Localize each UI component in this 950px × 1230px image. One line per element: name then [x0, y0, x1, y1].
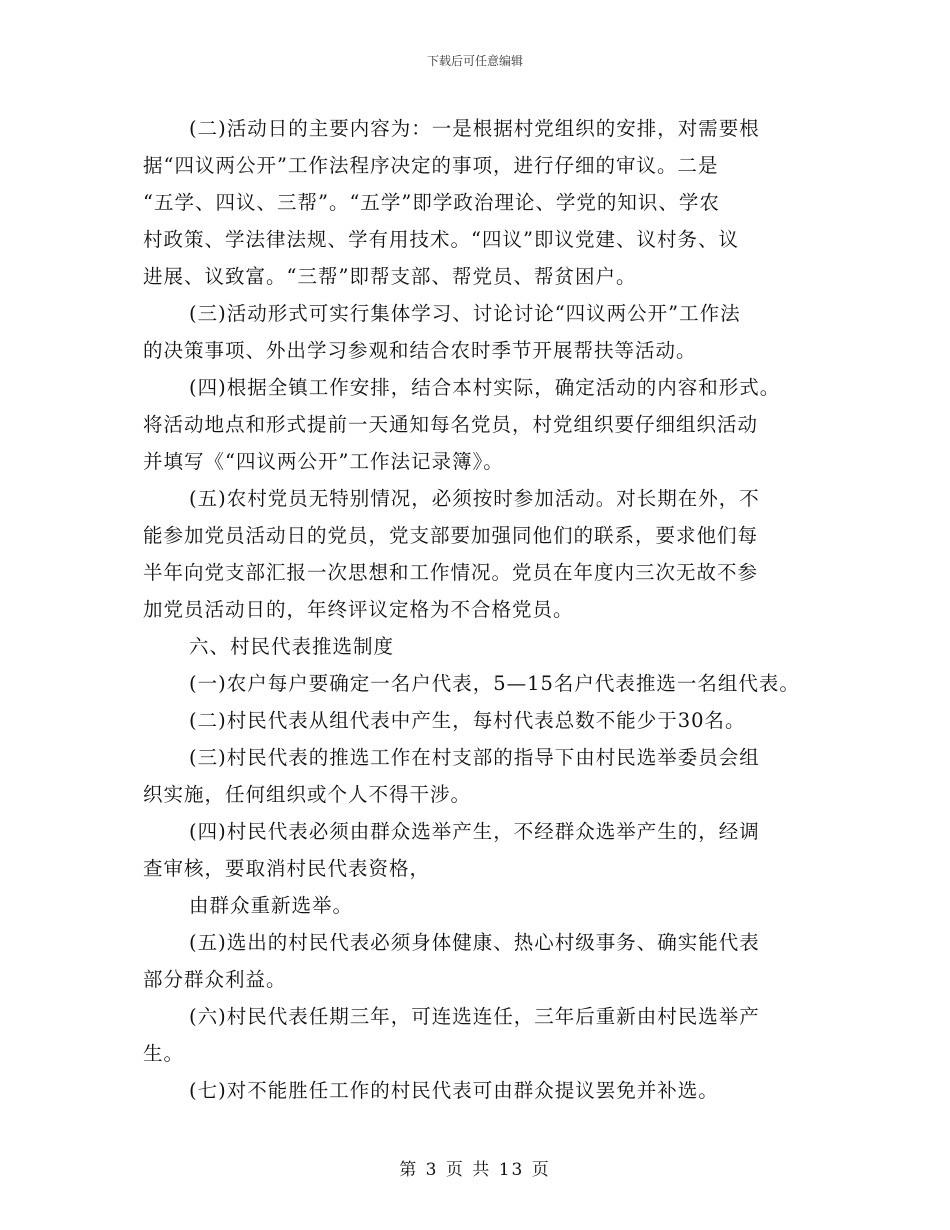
text-line: 并填写《“四议两公开”工作法记录簿》。	[143, 450, 504, 473]
text-line: 查审核，要取消村民代表资格，	[143, 857, 431, 880]
text-line: 村政策、学法律法规、学有用技术。“四议”即议党建、议村务、议	[143, 228, 739, 251]
text-line: 生。	[143, 1042, 185, 1065]
text-line: (二)村民代表从组代表中产生，每村代表总数不能少于30名。	[189, 709, 746, 732]
text-line: 由群众重新选举。	[189, 894, 354, 917]
text-line: (六)村民代表任期三年，可连选连任，三年后重新由村民选举产	[189, 1005, 760, 1028]
text-line: 部分群众利益。	[143, 968, 287, 991]
page-header: 下载后可任意编辑	[426, 54, 523, 68]
text-line: 将活动地点和形式提前一天通知每名党员，村党组织要仔细组织活动	[143, 413, 759, 436]
text-line: (二)活动日的主要内容为：一是根据村党组织的安排，对需要根	[189, 117, 760, 140]
text-line: 进展、议致富。“三帮”即帮支部、帮党员、帮贫困户。	[143, 265, 637, 288]
text-line: 能参加党员活动日的党员，党支部要加强同他们的联系，要求他们每	[143, 524, 759, 547]
text-line: (四)根据全镇工作安排，结合本村实际，确定活动的内容和形式。	[189, 376, 781, 399]
text-line: (七)对不能胜任工作的村民代表可由群众提议罢免并补选。	[189, 1079, 719, 1102]
text-line: 的决策事项、外出学习参观和结合农时季节开展帮扶等活动。	[143, 339, 697, 362]
text-line: (三)活动形式可实行集体学习、讨论讨论“四议两公开”工作法	[189, 302, 741, 325]
page-number-footer: 第 3 页 共 13 页	[399, 1160, 551, 1180]
text-line: (三)村民代表的推选工作在村支部的指导下由村民选举委员会组	[189, 746, 760, 769]
text-line: (四)村民代表必须由群众选举产生，不经群众选举产生的，经调	[189, 820, 760, 843]
text-line: (五)农村党员无特别情况，必须按时参加活动。对长期在外，不	[189, 487, 760, 510]
text-line: “五学、四议、三帮”。“五学”即学政治理论、学党的知识、学农	[143, 191, 720, 214]
section-heading: 六、村民代表推选制度	[189, 635, 395, 658]
text-line: 半年向党支部汇报一次思想和工作情况。党员在年度内三次无故不参	[143, 561, 759, 584]
text-line: 加党员活动日的，年终评议定格为不合格党员。	[143, 598, 574, 621]
text-line: (一)农户每户要确定一名户代表，5—15名户代表推选一名组代表。	[189, 672, 800, 695]
text-line: (五)选出的村民代表必须身体健康、热心村级事务、确实能代表	[189, 931, 760, 954]
document-body	[143, 110, 823, 1109]
text-line: 据“四议两公开”工作法程序决定的事项，进行仔细的审议。二是	[143, 154, 719, 177]
text-line: 织实施，任何组织或个人不得干涉。	[143, 783, 472, 806]
